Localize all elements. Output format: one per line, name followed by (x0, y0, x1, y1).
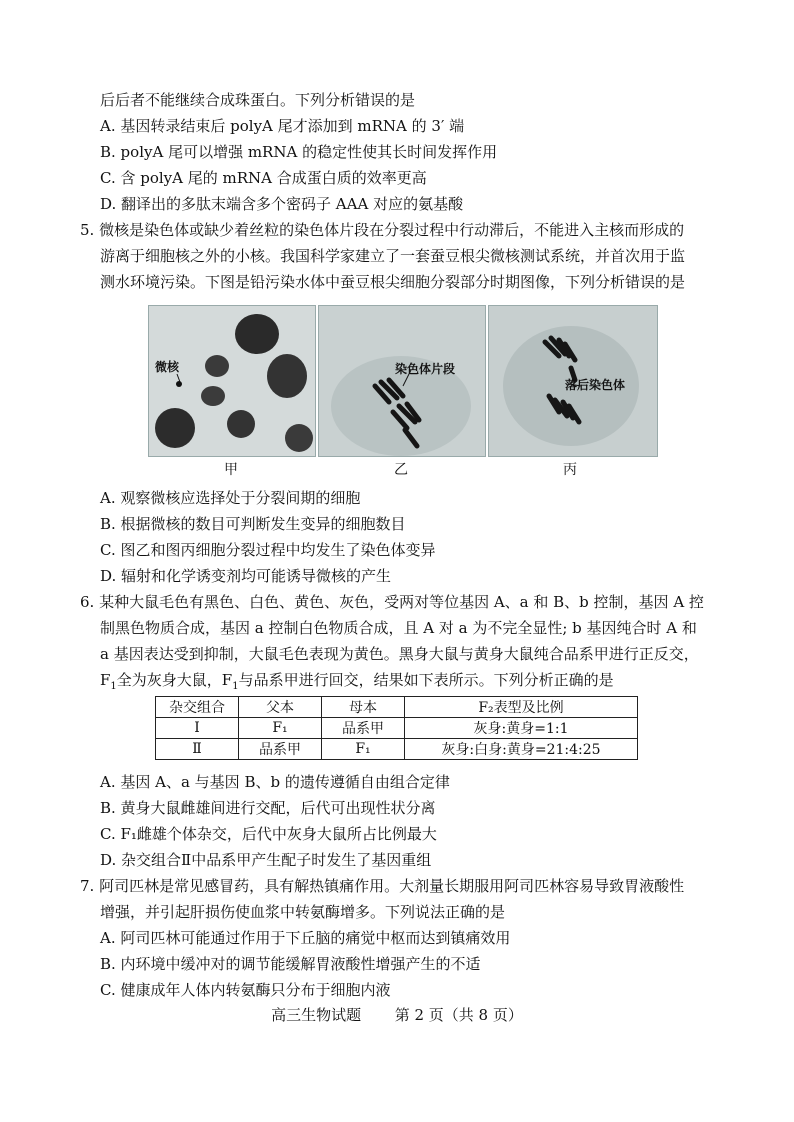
q6-option-d: D. 杂交组合Ⅱ中品系甲产生配子时发生了基因重组 (100, 851, 432, 869)
table-cell: Ⅰ (156, 718, 239, 739)
panel-caption-yi: 乙 (394, 462, 408, 478)
q5-option-d: D. 辐射和化学诱变剂均可能诱导微核的产生 (100, 567, 392, 585)
table-cell: F₁ (322, 739, 405, 760)
q7-stem-line-1: 7. 阿司匹林是常见感冒药，具有解热镇痛作用。大剂量长期服用阿司匹林容易导致胃液酸性 (80, 877, 685, 895)
table-header-row (156, 697, 638, 718)
micrograph-bing (488, 305, 658, 457)
table-cell: 灰身:白身:黄身=21:4:25 (405, 739, 638, 760)
lagging-chromosome-label: 落后染色体 (565, 378, 626, 392)
table-header-cell: 杂交组合 (156, 697, 239, 718)
table-cell: 品系甲 (239, 739, 322, 760)
q7-option-b: B. 内环境中缓冲对的调节能缓解胃液酸性增强产生的不适 (100, 955, 481, 973)
q5-stem-line-2: 游离于细胞核之外的小核。我国科学家建立了一套蚕豆根尖微核测试系统，并首次用于监 (100, 247, 686, 265)
q6-stem-sub-1: 1 (110, 681, 117, 692)
q6-stem-line-2: 制黑色物质合成，基因 a 控制白色物质合成，且 A 对 a 为不完全显性; b 基因纯合时 A 和 (100, 619, 697, 637)
q5-option-b: B. 根据微核的数目可判断发生变异的细胞数目 (100, 515, 406, 533)
table-cell: 品系甲 (322, 718, 405, 739)
q6-stem-post: 与品系甲进行回交，结果如下表所示。下列分析正确的是 (238, 671, 614, 689)
cross-result-table (155, 696, 638, 760)
q5-option-a: A. 观察微核应选择处于分裂间期的细胞 (100, 489, 361, 507)
q4-stem-tail: 后后者不能继续合成珠蛋白。下列分析错误的是 (100, 91, 416, 109)
q5-stem-line-3: 测水环境污染。下图是铅污染水体中蚕豆根尖细胞分裂部分时期图像，下列分析错误的是 (100, 273, 686, 291)
table-row (156, 739, 638, 760)
panel-caption-bing: 丙 (563, 462, 577, 478)
table-header-cell: F₂表型及比例 (405, 697, 638, 718)
q6-option-c: C. F₁雌雄个体杂交，后代中灰身大鼠所占比例最大 (100, 825, 437, 843)
table-header-cell: 母本 (322, 697, 405, 718)
table-header-cell: 父本 (239, 697, 322, 718)
panel-caption-jia: 甲 (224, 462, 238, 478)
q6-stem-line-4 (100, 670, 614, 697)
q6-stem-sub-2: 1 (232, 681, 239, 692)
table-cell: Ⅱ (156, 739, 239, 760)
q6-option-a: A. 基因 A、a 与基因 B、b 的遗传遵循自由组合定律 (100, 773, 450, 791)
q6-stem-mid: 全为灰身大鼠，F (116, 671, 233, 689)
table-row (156, 718, 638, 739)
q6-option-b: B. 黄身大鼠雌雄间进行交配，后代可出现性状分离 (100, 799, 436, 817)
micronucleus-label: 微核 (155, 360, 180, 374)
table-cell: F₁ (239, 718, 322, 739)
table-cell: 灰身:黄身=1:1 (405, 718, 638, 739)
q5-option-c: C. 图乙和图丙细胞分裂过程中均发生了染色体变异 (100, 541, 436, 559)
q4-option-a: A. 基因转录结束后 polyA 尾才添加到 mRNA 的 3′ 端 (100, 117, 465, 135)
q7-option-c: C. 健康成年人体内转氨酶只分布于细胞内液 (100, 981, 391, 999)
chromosome-fragment-label: 染色体片段 (395, 362, 456, 376)
page-footer (0, 1004, 794, 1025)
q4-option-d: D. 翻译出的多肽末端含多个密码子 AAA 对应的氨基酸 (100, 195, 464, 213)
q5-stem-line-1: 5. 微核是染色体或缺少着丝粒的染色体片段在分裂过程中行动滞后，不能进入主核而形成的 (80, 221, 685, 239)
micrograph-yi (318, 305, 486, 457)
q6-stem-f-pre: F (100, 671, 111, 689)
q6-stem-line-1: 6. 某种大鼠毛色有黑色、白色、黄色、灰色，受两对等位基因 A、a 和 B、b 控制，基因 A 控 (80, 593, 704, 611)
q7-option-a: A. 阿司匹林可能通过作用于下丘脑的痛觉中枢而达到镇痛效用 (100, 929, 511, 947)
footer-page-number: 第 2 页（共 8 页） (394, 1006, 523, 1024)
q4-option-b: B. polyA 尾可以增强 mRNA 的稳定性使其长时间发挥作用 (100, 143, 498, 161)
q4-option-c: C. 含 polyA 尾的 mRNA 合成蛋白质的效率更高 (100, 169, 427, 187)
q6-stem-line-3: a 基因表达受到抑制，大鼠毛色表现为黄色。黑身大鼠与黄身大鼠纯合品系甲进行正反交， (100, 645, 699, 663)
footer-subject: 高三生物试题 (271, 1006, 362, 1024)
q7-stem-line-2: 增强，并引起肝损伤使血浆中转氨酶增多。下列说法正确的是 (100, 903, 506, 921)
micrograph-jia (148, 305, 316, 457)
